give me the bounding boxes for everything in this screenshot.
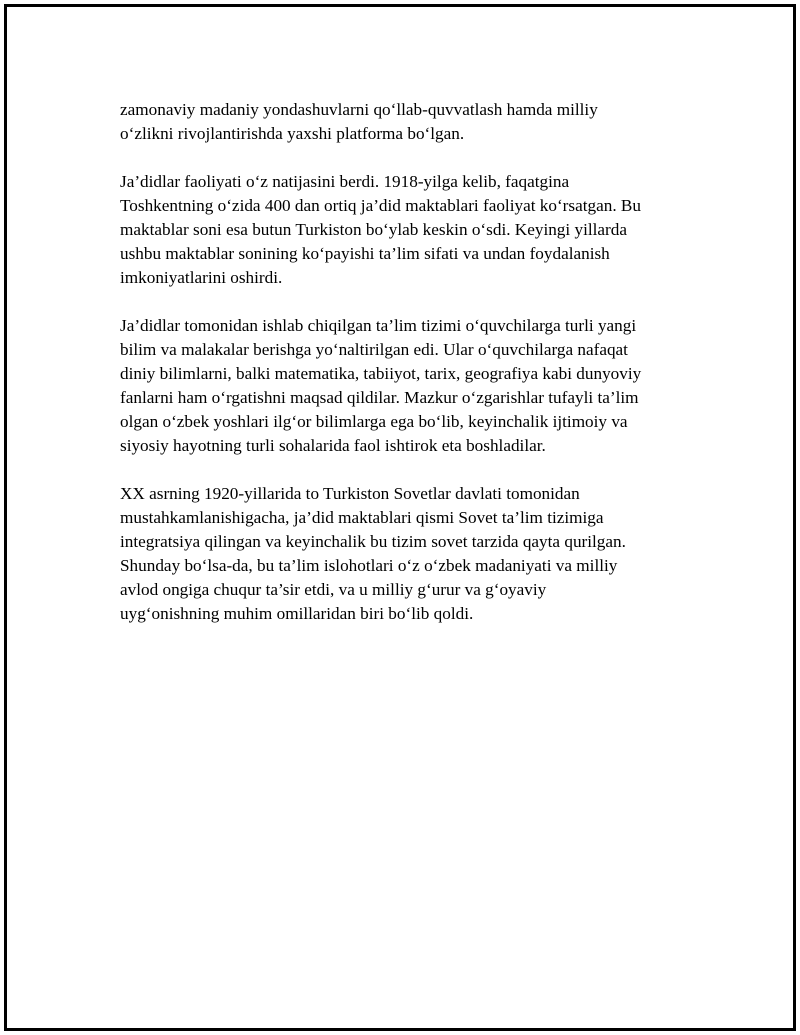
text-line: mustahkamlanishigacha, ja’did maktablari qismi Sovet ta’lim tizimiga — [120, 508, 604, 527]
text-line: bilim va malakalar berishga yoʻnaltirilgan edi. Ular oʻquvchilarga nafaqat — [120, 340, 628, 359]
text-line: Ja’didlar tomonidan ishlab chiqilgan ta’lim tizimi oʻquvchilarga turli yangi — [120, 316, 637, 335]
text-line: siyosiy hayotning turli sohalarida faol ishtirok eta boshladilar. — [120, 436, 546, 455]
text-line: fanlarni ham oʻrgatishni maqsad qildilar. Mazkur oʻzgarishlar tufayli ta’lim — [120, 388, 639, 407]
paragraph-2 — [120, 170, 680, 290]
text-line: olgan oʻzbek yoshlari ilgʻor bilimlarga ega boʻlib, keyinchalik ijtimoiy va — [120, 412, 628, 431]
text-line: avlod ongiga chuqur ta’sir etdi, va u milliy gʻurur va gʻoyaviy — [120, 580, 547, 599]
text-line: imkoniyatlarini oshirdi. — [120, 268, 283, 287]
page-frame — [4, 4, 796, 1031]
text-line: Ja’didlar faoliyati oʻz natijasini berdi. 1918-yilga kelib, faqatgina — [120, 172, 570, 191]
text-line: XX asrning 1920-yillarida to Turkiston Sovetlar davlati tomonidan — [120, 484, 580, 503]
paragraph-4 — [120, 482, 680, 626]
text-line: diniy bilimlarni, balki matematika, tabiiyot, tarix, geografiya kabi dunyoviy — [120, 364, 642, 383]
text-line: integratsiya qilingan va keyinchalik bu tizim sovet tarzida qayta qurilgan. — [120, 532, 626, 551]
document-body — [120, 98, 680, 650]
paragraph-1 — [120, 98, 680, 146]
text-line: uygʻonishning muhim omillaridan biri boʻlib qoldi. — [120, 604, 474, 623]
text-line: maktablar soni esa butun Turkiston boʻylab keskin oʻsdi. Keyingi yillarda — [120, 220, 627, 239]
text-line: zamonaviy madaniy yondashuvlarni qoʻllab-quvvatlash hamda milliy — [120, 100, 598, 119]
text-line: oʻzlikni rivojlantirishda yaxshi platforma boʻlgan. — [120, 124, 465, 143]
text-line: Toshkentning oʻzida 400 dan ortiq ja’did maktablari faoliyat koʻrsatgan. Bu — [120, 196, 641, 215]
paragraph-3 — [120, 314, 680, 458]
text-line: ushbu maktablar sonining koʻpayishi ta’lim sifati va undan foydalanish — [120, 244, 610, 263]
text-line: Shunday boʻlsa-da, bu ta’lim islohotlari oʻz oʻzbek madaniyati va milliy — [120, 556, 618, 575]
